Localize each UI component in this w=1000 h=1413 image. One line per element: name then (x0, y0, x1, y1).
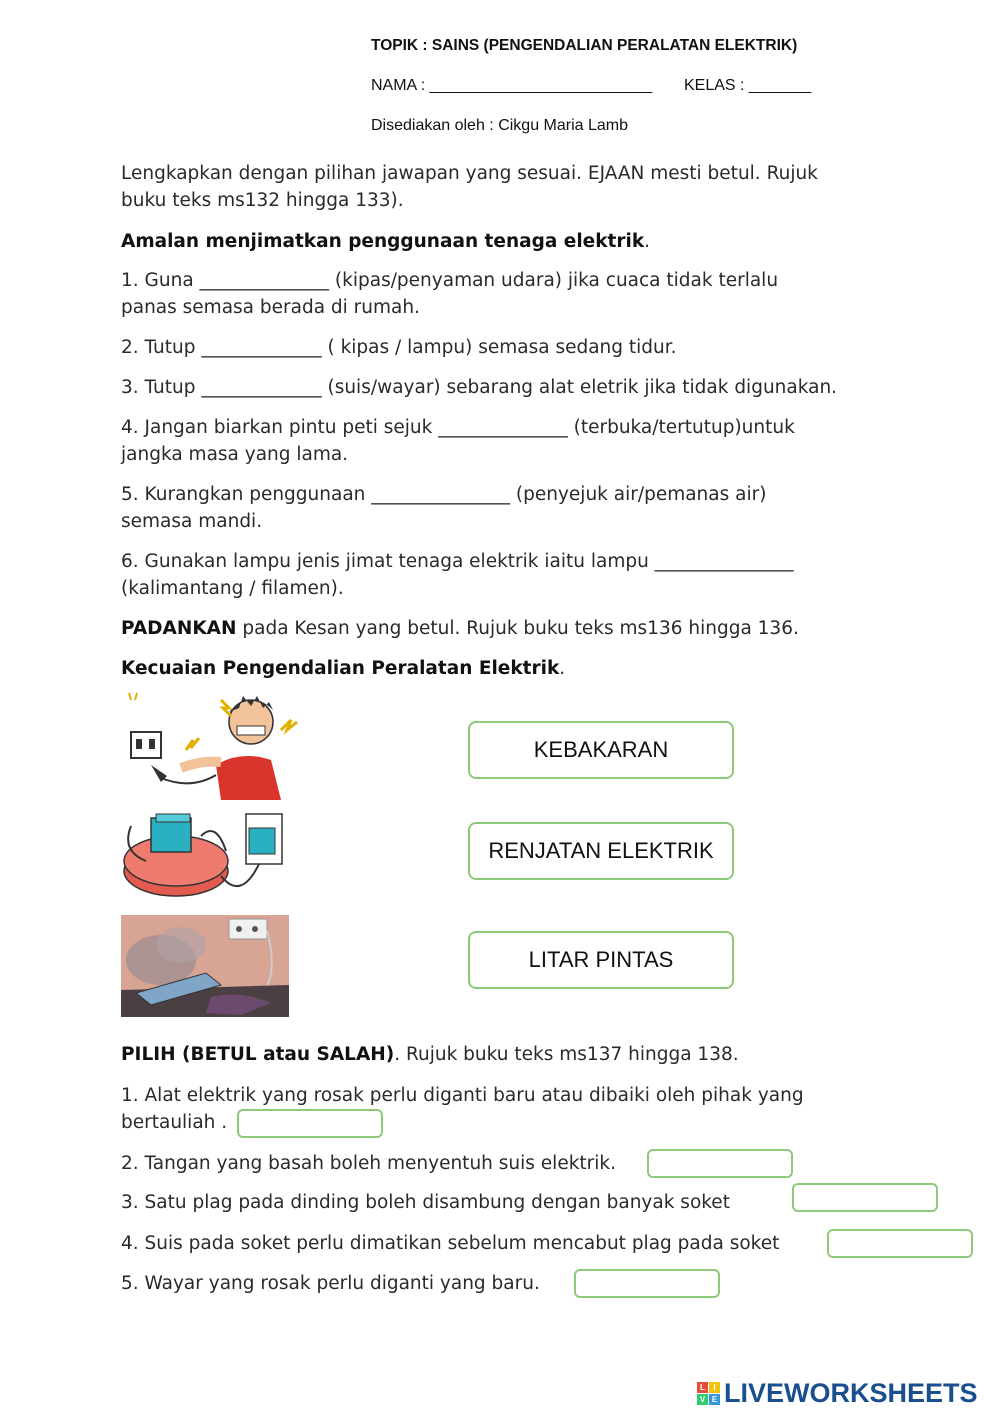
s3-question-3: 3. Satu plag pada dinding boleh disambung dengan banyak soket (121, 1192, 730, 1213)
section1-title-suffix: . (644, 231, 651, 252)
answer-box-3[interactable] (792, 1183, 938, 1212)
option-kebakaran[interactable]: KEBAKARAN (468, 721, 734, 779)
s1-question-3: 3. Tutup _____________ (suis/wayar) sebarang alat eletrik jika tidak digunakan. (121, 377, 838, 398)
option-litar-pintas[interactable]: LITAR PINTAS (468, 931, 734, 989)
section2-title-suffix: . (559, 658, 566, 679)
logo-mark-l: L (697, 1382, 708, 1393)
answer-box-5[interactable] (574, 1269, 720, 1298)
s1-question-6b: (kalimantang / filamen). (121, 578, 344, 599)
liveworksheets-logo (697, 1378, 978, 1409)
s3-question-1b: bertauliah . (121, 1112, 228, 1133)
instruction-line-2: buku teks ms132 hingga 133). (121, 190, 404, 211)
s3-question-2: 2. Tangan yang basah boleh menyentuh suis elektrik. (121, 1153, 617, 1174)
kelas-field: KELAS : _______ (684, 77, 812, 94)
electric-shock-illustration (121, 690, 306, 802)
section2-lead (121, 615, 881, 642)
section2-title (121, 655, 881, 682)
liveworksheets-wordmark: LIVEWORKSHEETS (724, 1378, 978, 1408)
answer-box-1[interactable] (237, 1109, 383, 1138)
section1-title-bold: Amalan menjimatkan penggunaan tenaga elektrik (121, 231, 645, 252)
s3-question-4: 4. Suis pada soket perlu dimatikan sebelum mencabut plag pada soket (121, 1233, 780, 1254)
s1-question-1a: 1. Guna ______________ (kipas/penyaman udara) jika cuaca tidak terlalu (121, 270, 779, 291)
s1-question-5a: 5. Kurangkan penggunaan _______________ (penyejuk air/pemanas air) (121, 484, 767, 505)
s1-question-1b: panas semasa berada di rumah. (121, 297, 420, 318)
section2-title-bold: Kecuaian Pengendalian Peralatan Elektrik (121, 658, 560, 679)
logo-mark-i: I (709, 1382, 720, 1393)
s1-question-6a: 6. Gunakan lampu jenis jimat tenaga elektrik iaitu lampu _______________ (121, 551, 794, 572)
s3-question-5: 5. Wayar yang rosak perlu diganti yang baru. (121, 1273, 540, 1294)
instruction-line-1: Lengkapkan dengan pilihan jawapan yang sesuai. EJAAN mesti betul. Rujuk (121, 163, 818, 184)
section3-lead-bold: PILIH (BETUL atau SALAH) (121, 1044, 395, 1065)
s3-question-1a: 1. Alat elektrik yang rosak perlu diganti baru atau dibaiki oleh pihak yang (121, 1085, 804, 1106)
section2-lead-rest: pada Kesan yang betul. Rujuk buku teks ms136 hingga 136. (236, 618, 799, 639)
liveworksheets-mark-icon (697, 1382, 721, 1406)
topic-title: TOPIK : SAINS (PENGENDALIAN PERALATAN ELEKTRIK) (371, 37, 798, 54)
logo-mark-e: E (709, 1394, 720, 1405)
answer-box-4[interactable] (827, 1229, 973, 1258)
option-renjatan-elektrik[interactable]: RENJATAN ELEKTRIK (468, 822, 734, 880)
s1-question-2: 2. Tutup _____________ ( kipas / lampu) semasa sedang tidur. (121, 337, 677, 358)
section3-lead (121, 1041, 881, 1068)
section2-lead-bold: PADANKAN (121, 618, 237, 639)
s1-question-5b: semasa mandi. (121, 511, 263, 532)
s1-question-4a: 4. Jangan biarkan pintu peti sejuk ______________ (terbuka/tertutup)untuk (121, 417, 795, 438)
burning-iron-photo (121, 915, 289, 1017)
overloaded-extension-illustration (121, 806, 296, 906)
answer-box-2[interactable] (647, 1149, 793, 1178)
prepared-by: Disediakan oleh : Cikgu Maria Lamb (371, 117, 629, 134)
s1-question-4b: jangka masa yang lama. (121, 444, 349, 465)
section3-lead-rest: . Rujuk buku teks ms137 hingga 138. (394, 1044, 739, 1065)
nama-field: NAMA : _________________________ (371, 77, 653, 94)
section1-title (121, 228, 881, 255)
logo-mark-v: V (697, 1394, 708, 1405)
